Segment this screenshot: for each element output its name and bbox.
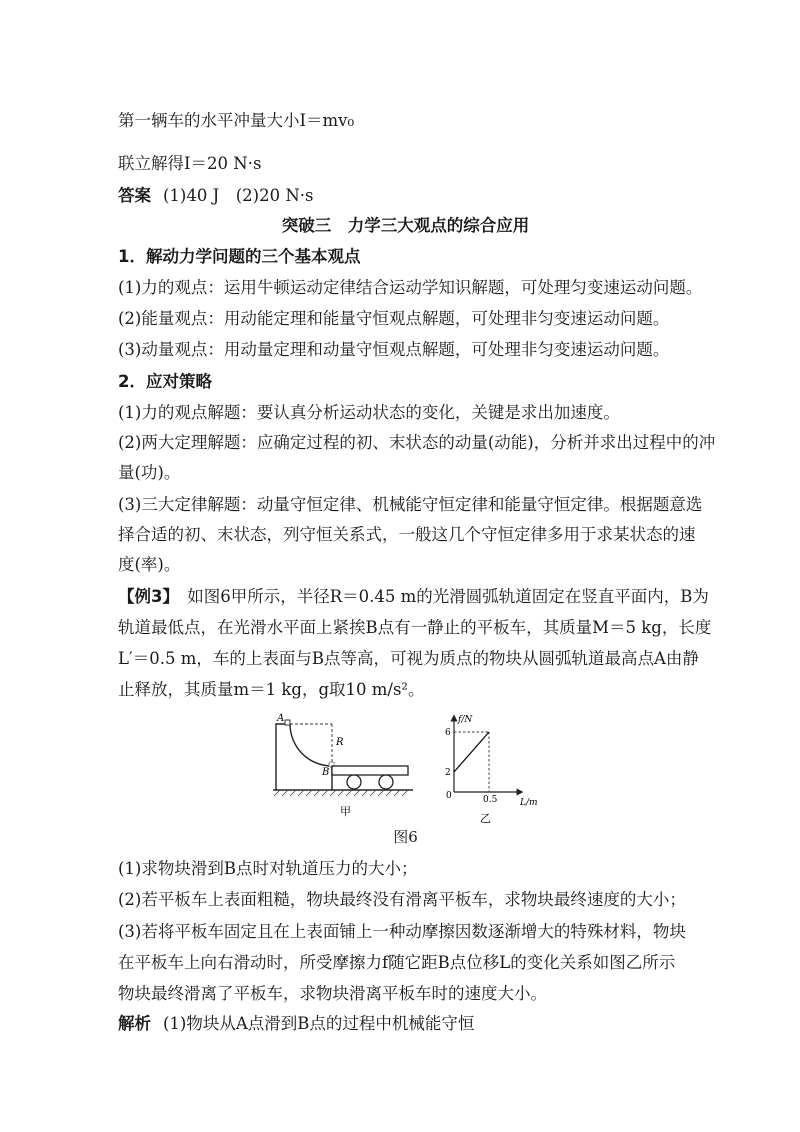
- sub-caption-yi: 乙: [480, 812, 491, 825]
- label-R: R: [336, 737, 344, 748]
- example-line-3: L′＝0.5 m，车的上表面与B点等高，可视为质点的物块从圆弧轨道最高点A由静: [118, 649, 699, 668]
- question-3b: 在平板车上向右滑动时，所受摩擦力f随它距B点位移L的变化关系如图乙所示: [118, 953, 676, 972]
- para-1: (1)力的观点：运用牛顿运动定律结合运动学知识解题，可处理匀变速运动问题。: [118, 278, 703, 297]
- heading-1: 1．解动力学问题的三个基本观点: [118, 247, 361, 266]
- question-2: (2)若平板车上表面粗糙，物块最终没有滑离平板车，求物块最终速度的大小；: [118, 890, 686, 909]
- label-A: A: [277, 713, 285, 724]
- y-tick-label-6: 6: [445, 728, 451, 738]
- label-B: B: [322, 767, 330, 778]
- question-1: (1)求物块滑到B点时对轨道压力的大小；: [118, 859, 418, 878]
- solution-line: [118, 1013, 693, 1035]
- strategy-3c: 度(率)。: [118, 555, 181, 574]
- example-line-1: [118, 586, 709, 608]
- text-line-1: 第一辆车的水平冲量大小I＝mv₀: [118, 111, 355, 130]
- para-3: (3)动量观点：用动量定理和动量守恒观点解题，可处理非匀变速运动问题。: [118, 340, 670, 359]
- para-2: (2)能量观点：用动能定理和能量守恒观点解题，可处理非匀变速运动问题。: [118, 309, 670, 328]
- origin-label: 0: [446, 791, 452, 801]
- question-3a: (3)若将平板车固定且在上表面铺上一种动摩擦因数逐渐增大的特殊材料，物块: [118, 922, 686, 941]
- figure-caption: 图6: [393, 828, 418, 846]
- x-tick-label-0.5: 0.5: [483, 795, 498, 805]
- strategy-3b: 择合适的初、末状态，列守恒关系式，一般这几个守恒定律多用于求某状态的速: [118, 525, 696, 544]
- question-3c: 物块最终滑离了平板车，求物块滑离平板车时的速度大小。: [118, 984, 547, 1003]
- example-line-2: 轨道最低点，在光滑水平面上紧挨B点有一静止的平板车，其质量M＝5 kg，长度: [118, 618, 712, 637]
- strategy-2a: (2)两大定理解题：应确定过程的初、末状态的动量(动能)，分析并求出过程中的冲: [118, 433, 716, 452]
- example-text-1: 如图6甲所示，半径R＝0.45 m的光滑圆弧轨道固定在竖直平面内，B为: [170, 587, 709, 606]
- series-line-f-vs-L: [454, 732, 489, 772]
- strategy-1: (1)力的观点解题：要认真分析运动状态的变化，关键是求出加速度。: [118, 403, 620, 422]
- answer-text: (1)40 J (2)20 N·s: [163, 186, 314, 205]
- y-tick-label-2: 2: [445, 768, 451, 778]
- example-tag: 【例3】: [118, 587, 171, 606]
- solution-text: (1)物块从A点滑到B点的过程中机械能守恒: [163, 1014, 475, 1033]
- strategy-2b: 量(功)。: [118, 463, 181, 482]
- heading-2: 2．应对策略: [118, 372, 212, 391]
- figure-right-f-vs-L-chart: [432, 710, 542, 830]
- strategy-3a: (3)三大定律解题：动量守恒定律、机械能守恒定律和能量守恒定律。根据题意选: [118, 495, 703, 514]
- sub-caption-jia: 甲: [340, 805, 351, 818]
- answer-label: 答案: [118, 186, 151, 205]
- y-axis-label: f/N: [458, 715, 473, 725]
- answer-line: [118, 185, 693, 207]
- text-line-2: 联立解得I＝20 N·s: [118, 154, 262, 173]
- section-title: 突破三 力学三大观点的综合应用: [281, 216, 530, 235]
- example-line-4: 止释放，其质量m＝1 kg，g取10 m/s²。: [118, 680, 425, 699]
- figure-left-track-diagram: [268, 712, 418, 822]
- x-axis-label: L/m: [520, 798, 538, 808]
- solution-label: 解析: [118, 1014, 151, 1033]
